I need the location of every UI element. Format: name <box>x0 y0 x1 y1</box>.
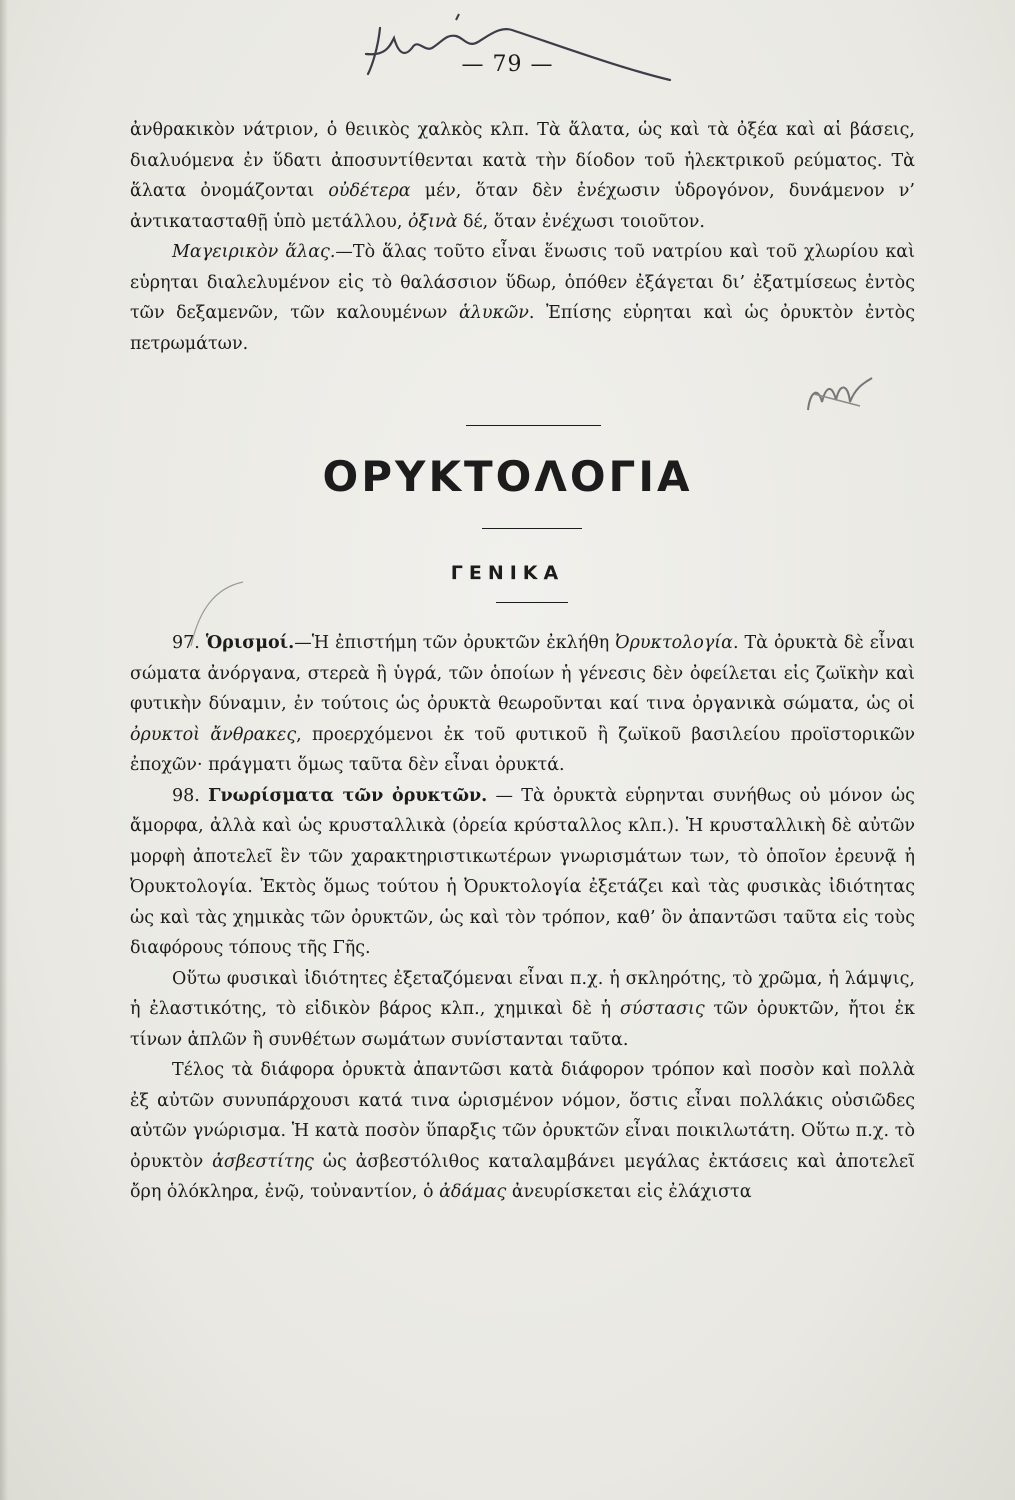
page-edge-shadow <box>0 0 8 1500</box>
divider-middle <box>482 528 582 529</box>
paragraph-salts: ἀνθρακικὸν νάτριον, ὁ θειικὸς χαλκὸς κλπ. Τὰ ἅλατα, ὡς καὶ τὰ ὀξέα καὶ αἱ βάσεις, διαλυόμενα ἐν ὕδατι ἀποσυντίθενται κατὰ τὴν δίοδον τοῦ ἠλεκτρικοῦ ρεύματος. Τὰ ἅλατα ὀνομάζονται οὐδέτερα μέν, ὅταν δὲν ἐνέχωσιν ὑδρογόνον, δυνάμενον ν’ ἀντικατασταθῇ ὑπὸ μετάλλου, ὀξινὰ δέ, ὅταν ἐνέχωσι τοιοῦτον. <box>130 120 915 232</box>
paragraph-occurrence: Τέλος τὰ διάφορα ὀρυκτὰ ἀπαντῶσι κατὰ διάφορον τρόπον καὶ ποσὸν καὶ πολλὰ ἐξ αὐτῶν συνυπάρχουσι κατά τινα ὡρισμένον νόμον, ὅστις εἶναι πολλάκις οὐσιῶδες αὐτῶν γνώρισμα. Ἡ κατὰ ποσὸν ὕπαρξις τῶν ὀρυκτῶν εἶναι ποικιλωτάτη. Οὕτω π.χ. τὸ ὀρυκτὸν ἀσβεστίτης ὡς ἀσβεστόλιθος καταλαμβάνει μεγάλας ἐκτάσεις καὶ ἀποτελεῖ ὄρη ὁλόκληρα, ἐνῷ, τοὐναντίον, ὁ ἀδάμας ἀνευρίσκεται εἰς ἐλάχιστα <box>130 1060 915 1202</box>
paragraph-table-salt: Μαγειρικὸν ἅλας.—Τὸ ἅλας τοῦτο εἶναι ἕνωσις τοῦ νατρίου καὶ τοῦ χλωρίου καὶ εὑρηται διαλελυμένον εἰς τὸ θαλάσσιον ὕδωρ, ὁπόθεν ἐξάγεται δι’ ἐξατμίσεως ἐντὸς τῶν δεξαμενῶν, τῶν καλουμένων ἁλυκῶν. Ἐπίσης εὑρηται καὶ ὡς ὀρυκτὸν ἐντὸς πετρωμάτων. <box>130 242 915 354</box>
chapter-title: ΟΡΥΚΤΟΛΟΓΙΑ <box>322 452 693 501</box>
section-98: 98. Γνωρίσματα τῶν ὀρυκτῶν. — Τὰ ὀρυκτὰ εὑρηνται συνήθως οὐ μόνον ὡς ἄμορφα, ἀλλὰ καὶ ὡς κρυσταλλικὰ (ὀρεία κρύσταλλος κλπ.). Ἡ κρυσταλλικὴ δὲ αὐτῶν μορφὴ ἀποτελεῖ ἓν τῶν χαρακτηριστικωτέρων γνωρισμάτων των, τὸ ὁποῖον ἐρευνᾷ ἡ Ὀρυκτολογία. Ἐκτὸς ὅμως τούτου ἡ Ὀρυκτολογία ἐξετάζει καὶ τὰς φυσικὰς ἰδιότητας ὡς καὶ τὰς χημικὰς τῶν ὀρυκτῶν, ὡς καὶ τὸν τρόπον, καθ’ ὃν ἀπαντῶσι ταῦτα εἰς τοὺς διαφόρους τόπους τῆς Γῆς. <box>130 785 915 958</box>
paragraph-properties: Οὕτω φυσικαὶ ἰδιότητες ἐξεταζόμεναι εἶναι π.χ. ἡ σκληρότης, τὸ χρῶμα, ἡ λάμψις, ἡ ἐλαστικότης, τὸ εἰδικὸν βάρος κλπ., χημικαὶ δὲ ἡ σύστασις τῶν ὀρυκτῶν, ἤτοι ἐκ τίνων ἁπλῶν ἢ συνθέτων σωμάτων συνίστανται ταῦτα. <box>130 968 915 1050</box>
main-text <box>130 628 915 1208</box>
divider-top <box>466 425 601 426</box>
intro-text <box>130 115 915 359</box>
section-97: 97. Ὁρισμοί.—Ἡ ἐπιστήμη τῶν ὀρυκτῶν ἐκλήθη Ὀρυκτολογία. Τὰ ὀρυκτὰ δὲ εἶναι σώματα ἀνόργανα, στερεὰ ἢ ὑγρά, τῶν ὁποίων ἡ γένεσις δὲν ὀφείλεται εἰς ζωϊκὴν καὶ φυτικὴν δύναμιν, ἐν τούτοις ὡς ὀρυκτὰ θεωροῦνται καί τινα ὀργανικὰ σώματα, ὡς οἱ ὀρυκτοὶ ἄνθρακες, προερχόμενοι ἐκ τοῦ φυτικοῦ ἢ ζωϊκοῦ βασιλείου προϊστορικῶν ἐποχῶν· πράγματι ὅμως ταῦτα δὲν εἶναι ὀρυκτά. <box>130 633 915 775</box>
divider-bottom <box>496 602 568 603</box>
pencil-scribble-icon <box>800 372 880 417</box>
section-heading: ΓΕΝΙΚΑ <box>450 562 565 584</box>
page-number: — 79 — <box>461 52 554 77</box>
